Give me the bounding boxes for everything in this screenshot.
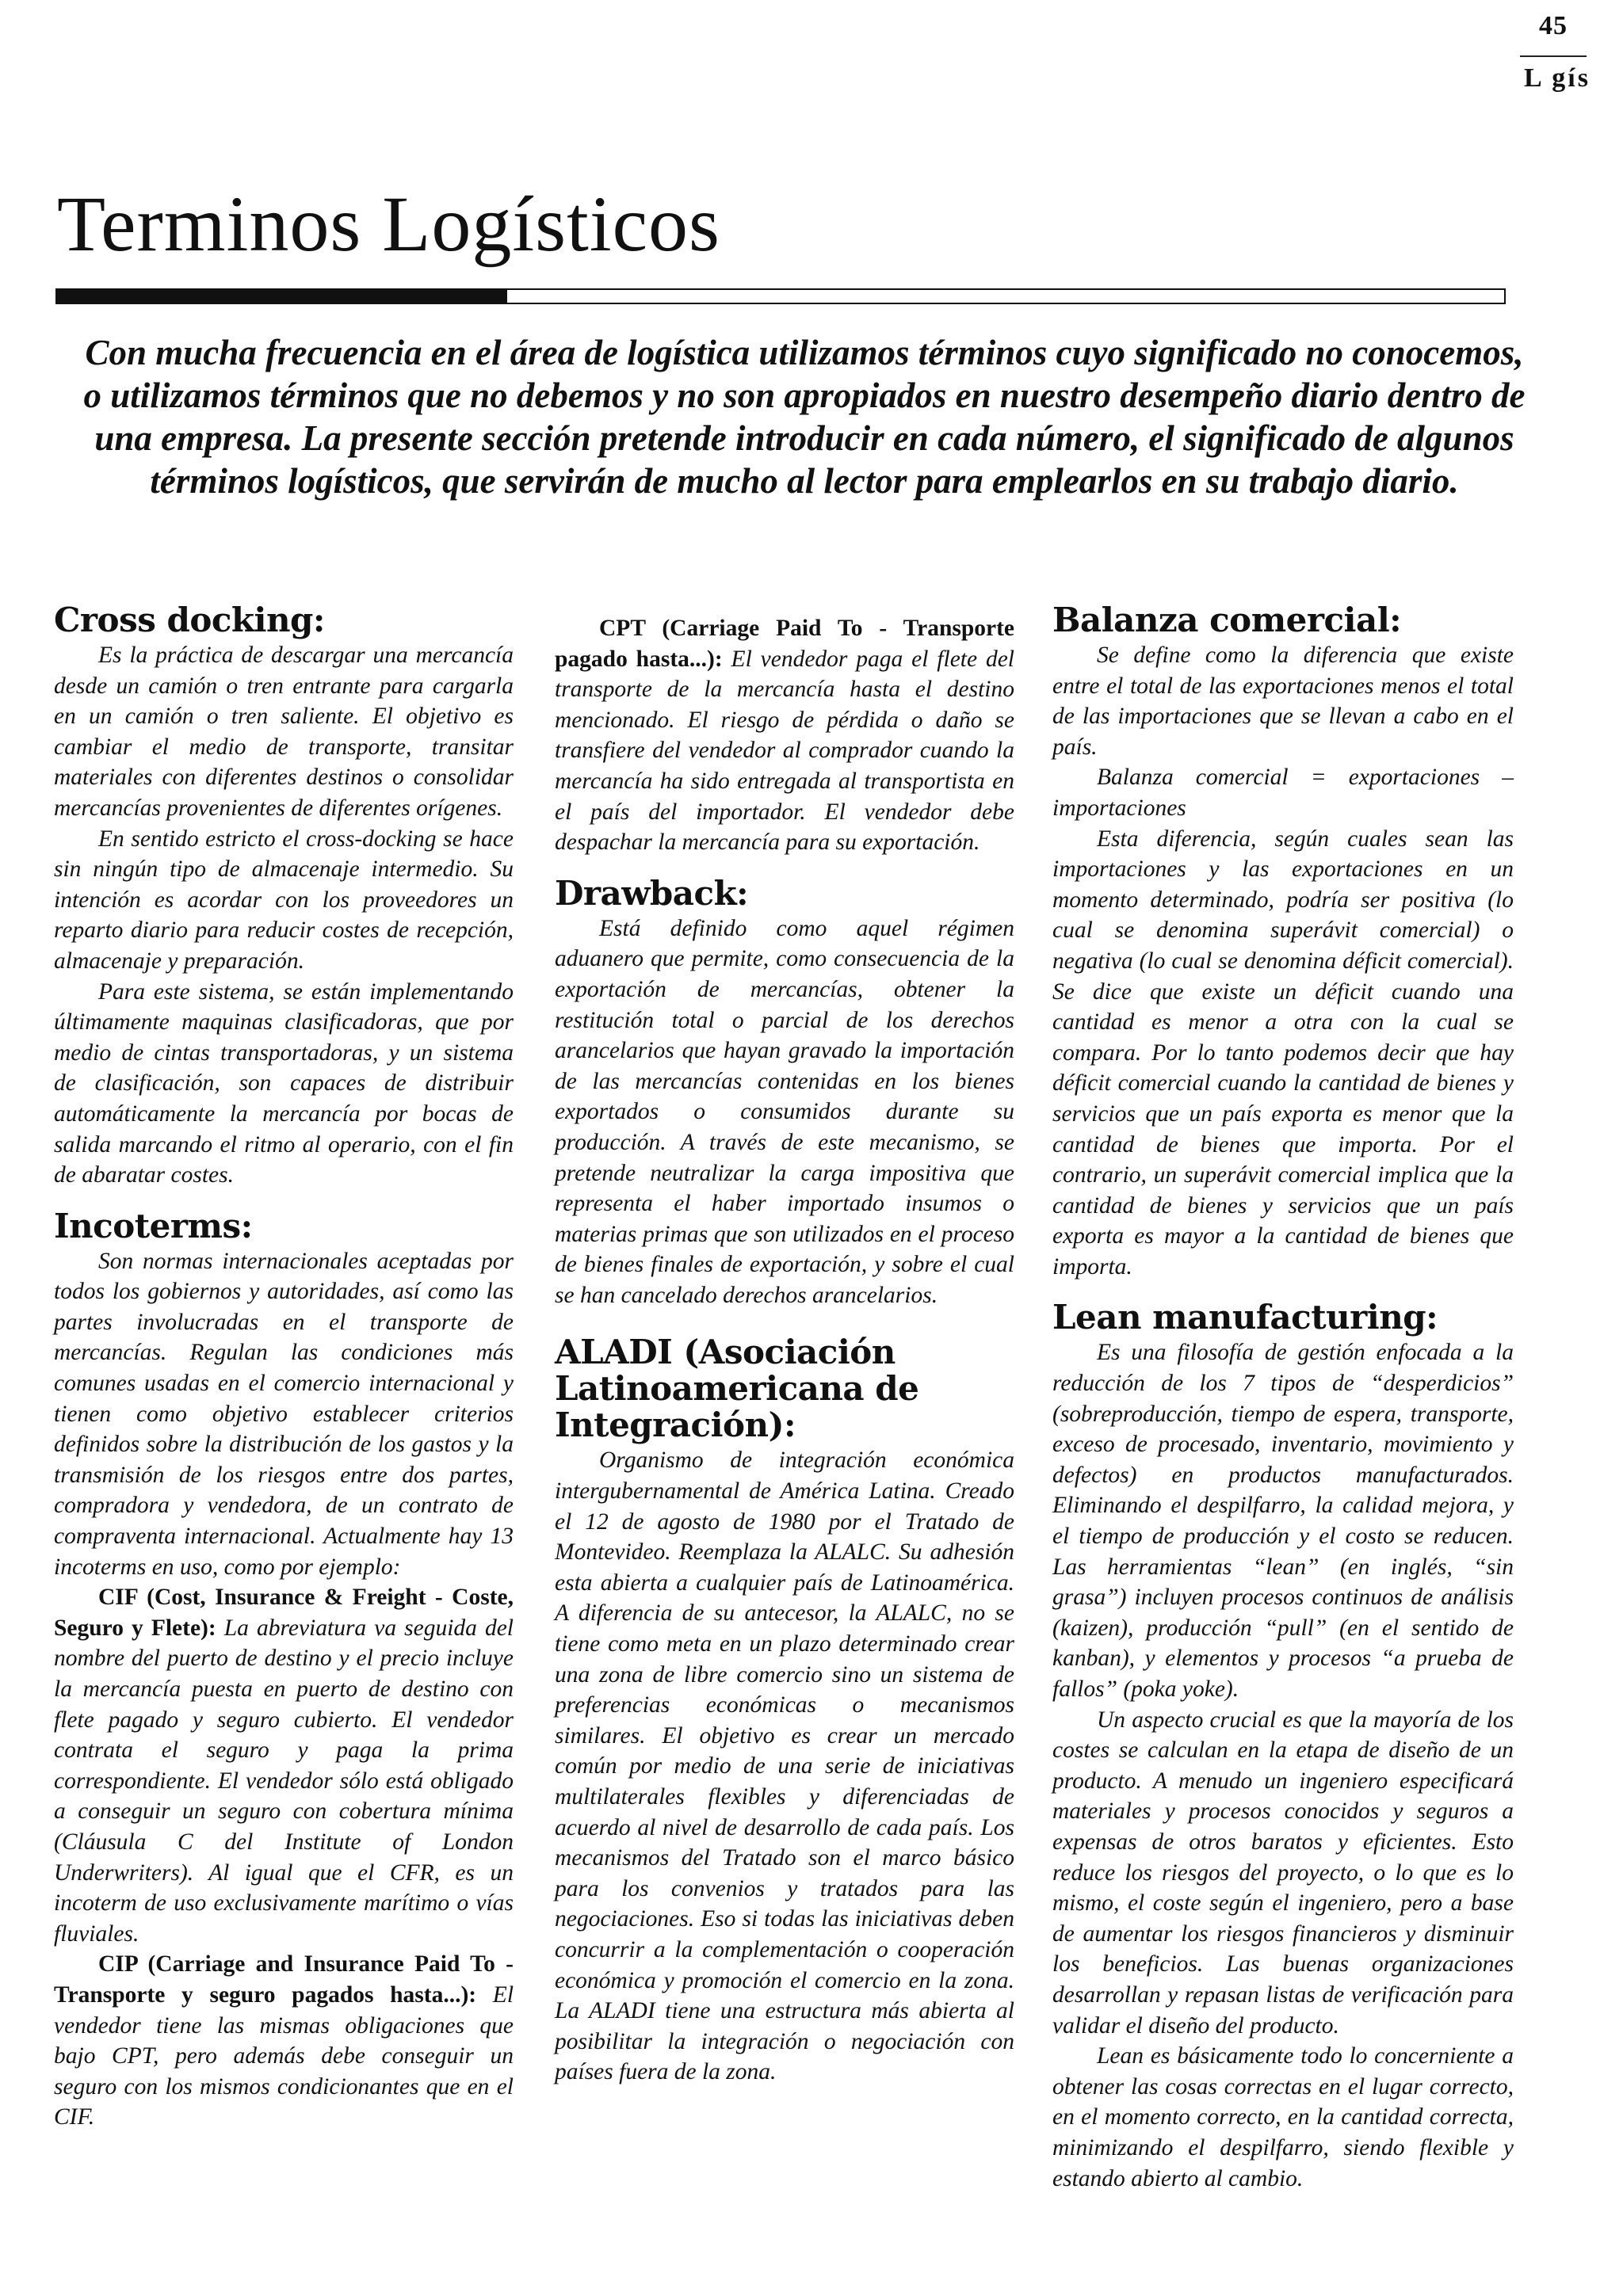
cpt-paragraph — [555, 613, 1014, 858]
column-left — [54, 602, 514, 2133]
lean-p2: Un aspecto crucial es que la mayoría de los costes se calculan en la etapa de diseño de un producto. A menudo un ingeniero especificará materiales y procesos conocidos y seguros a expensas de otros baratos y eficientes. Esto reduce los riesgos del proyecto, o lo que es lo mismo, el coste según el ingeniero, pero a base de aumentar los riesgos financieros y disminuir los beneficios. Las buenas organizaciones desarrollan y repasan listas de verificación para validar el diseño del producto. — [1052, 1707, 1514, 2039]
incoterms-cif — [54, 1582, 514, 1949]
incoterms-cip — [54, 1949, 514, 2133]
page-title: Terminos Logísticos — [57, 180, 720, 268]
balanza-p3: Esta diferencia, según cuales sean las importaciones y las exportaciones en un momento determinado, podría ser positiva (lo cual se denomina superávit comercial) o negativa (lo cual se denomina déficit comercial). Se dice que existe un déficit cuando una cantidad es menor a otra con la cual se compara. Por lo tanto podemos decir que hay déficit comercial cuando la cantidad de bienes y servicios que un país exporta es menor que la cantidad de bienes que importa. Por el contrario, un superávit comercial implica que la cantidad de bienes y servicios que un país exporta es mayor a la cantidad de bienes que importa. — [1052, 826, 1514, 1280]
heading-incoterms: Incoterms: — [54, 1206, 253, 1245]
cross-docking-p1: Es la práctica de descargar una mercancía desde un camión o tren entrante para cargarla en un camión o tren saliente. El objetivo es cambiar el medio de transporte, transitar materiales con diferentes destinos o consolidar mercancías provenientes de diferentes orígenes. — [54, 643, 514, 821]
title-rule-thin — [507, 288, 1506, 304]
heading-drawback: Drawback: — [555, 873, 749, 913]
balanza-p1: Se define como la diferencia que existe entre el total de las exportaciones menos el total de las importaciones que se llevan a cabo en el país. — [1052, 643, 1514, 760]
column-middle — [555, 613, 1014, 2088]
aladi-p1: Organismo de integración económica intergubernamental de América Latina. Creado el 12 de agosto de 1980 por el Tratado de Montevideo. Reemplaza la ALALC. Su adhesión esta abierta a cualquier país de Latinoamérica. A diferencia de su antecesor, la ALALC, no se tiene como meta en un plazo determinado crear una zona de libre comercio sino un sistema de preferencias económicas o mecanismos similares. El objetivo es crear un mercado común por medio de una serie de iniciativas multilaterales flexibles y diferenciadas de acuerdo al nivel de desarrollo de cada país. Los mecanismos del Tratado son el marco básico para los convenios y tratados para las negociaciones. Eso si todas las iniciativas deben concurrir a la complementación o cooperación económica y promoción el comercio en la zona. La ALADI tiene una estructura más abierta al posibilitar la integración o negociación con países fuera de la zona. — [555, 1447, 1014, 2085]
cif-lead: CIF (Cost, Insurance & Freight - Coste, Seguro y Flete): — [54, 1585, 514, 1641]
column-right — [1052, 602, 1514, 2194]
cip-lead: CIP (Carriage and Insurance Paid To - Transporte y seguro pagados hasta...): — [54, 1951, 514, 2008]
drawback-p1: Está definido como aquel régimen aduanero que permite, como consecuencia de la exportación de mercancías, obtener la restitución total o parcial de los derechos arancelarios que hayan gravado la importación de las mercancías contenidas en los bienes exportados o consumidos durante su producción. A través de este mecanismo, se pretende neutralizar la carga impositiva que representa el haber importado insumos o materias primas que son utilizados en el proceso de bienes finales de exportación, y sobre el cual se han cancelado derechos arancelarios. — [555, 915, 1014, 1308]
lean-p1: Es una filosofía de gestión enfocada a la reducción de los 7 tipos de “desperdicios” (sobreproducción, tiempo de espera, transporte, exceso de procesado, inventario, movimiento y defectos) en productos manufacturados. Eliminando el despilfarro, la calidad mejora, y el tiempo de producción y el costo se reducen. Las herramientas “lean” (en inglés, “sin grasa”) incluyen procesos continuos de análisis (kaizen), producción “pull” (en el sentido de kanban), y elementos y procesos “a prueba de fallos” (poka yoke). — [1052, 1340, 1514, 1702]
page-number: 45 — [1539, 11, 1568, 40]
title-rule-thick — [55, 288, 507, 304]
cip-text: El vendedor tiene las mismas obligaciones que bajo CPT, pero además debe conseguir un seguro con los mismos condicionantes que en el CIF. — [54, 1981, 514, 2130]
heading-aladi: ALADI (Asociación Latinoamericana de Integración): — [555, 1333, 919, 1445]
cpt-lead: CPT (Carriage Paid To - Transporte pagado hasta...): — [555, 616, 1014, 672]
running-head: L gís — [1524, 63, 1591, 93]
heading-balanza-comercial: Balanza comercial: — [1052, 601, 1402, 639]
heading-lean-manufacturing: Lean manufacturing: — [1052, 1298, 1438, 1337]
cross-docking-p3: Para este sistema, se están implementando últimamente maquinas clasificadoras, que por medio de cintas transportadoras, y un sistema de clasificación, son capaces de distribuir automáticamente la mercancía por bocas de salida marcando el ritmo al operario, con el fin de abaratar costes. — [54, 978, 514, 1188]
incoterms-p1: Son normas internacionales aceptadas por todos los gobiernos y autoridades, así como las partes involucradas en el transporte de mercancías. Regulan las condiciones más comunes usadas en el comercio internacional y tienen como objetivo establecer criterios definidos sobre la distribución de los gastos y la transmisión de los riesgos entre dos partes, compradora y vendedora, de un contrato de compraventa internacional. Actualmente hay 13 incoterms en uso, como por ejemplo: — [54, 1248, 514, 1580]
heading-cross-docking: Cross docking: — [54, 601, 325, 639]
intro-paragraph: Con mucha frecuencia en el área de logística utilizamos términos cuyo significado no conocemos, o utilizamos términos que no debemos y no son apropiados en nuestro desempeño diario dentro de una empresa. La presente sección pretende introducir en cada número, el significado de algunos términos logísticos, que servirán de mucho al lector para emplearlos en su trabajo diario. — [83, 333, 1526, 501]
cpt-text: El vendedor paga el flete del transporte de la mercancía hasta el destino mencionado. El riesgo de pérdida o daño se transfiere del vendedor al comprador cuando la mercancía ha sido entregada al transportista en el país del importador. El vendedor debe despachar la mercancía para su exportación. — [555, 646, 1014, 856]
balanza-p2: Balanza comercial = exportaciones – importaciones — [1052, 765, 1514, 821]
lean-p3: Lean es básicamente todo lo concerniente a obtener las cosas correctas en el lugar correcto, en el momento correcto, en la cantidad correcta, minimizando el despilfarro, siendo flexible y estando abierto al cambio. — [1052, 2043, 1514, 2191]
cross-docking-p2: En sentido estricto el cross-docking se hace sin ningún tipo de almacenaje intermedio. Su intención es acordar con los proveedores un reparto diario para reducir costes de recepción, almacenaje y preparación. — [54, 826, 514, 974]
title-rule — [55, 288, 1506, 304]
cif-text: La abreviatura va seguida del nombre del puerto de destino y el precio incluye la mercancía puesta en puerto de destino con flete pagado y seguro cubierto. El vendedor contrata el seguro y paga la prima correspondiente. El vendedor sólo está obligado a conseguir un seguro con cobertura mínima (Cláusula C del Institute of London Underwriters). Al igual que el CFR, es un incoterm de uso exclusivamente marítimo o vías fluviales. — [54, 1615, 514, 1947]
page-number-rule — [1520, 55, 1587, 57]
